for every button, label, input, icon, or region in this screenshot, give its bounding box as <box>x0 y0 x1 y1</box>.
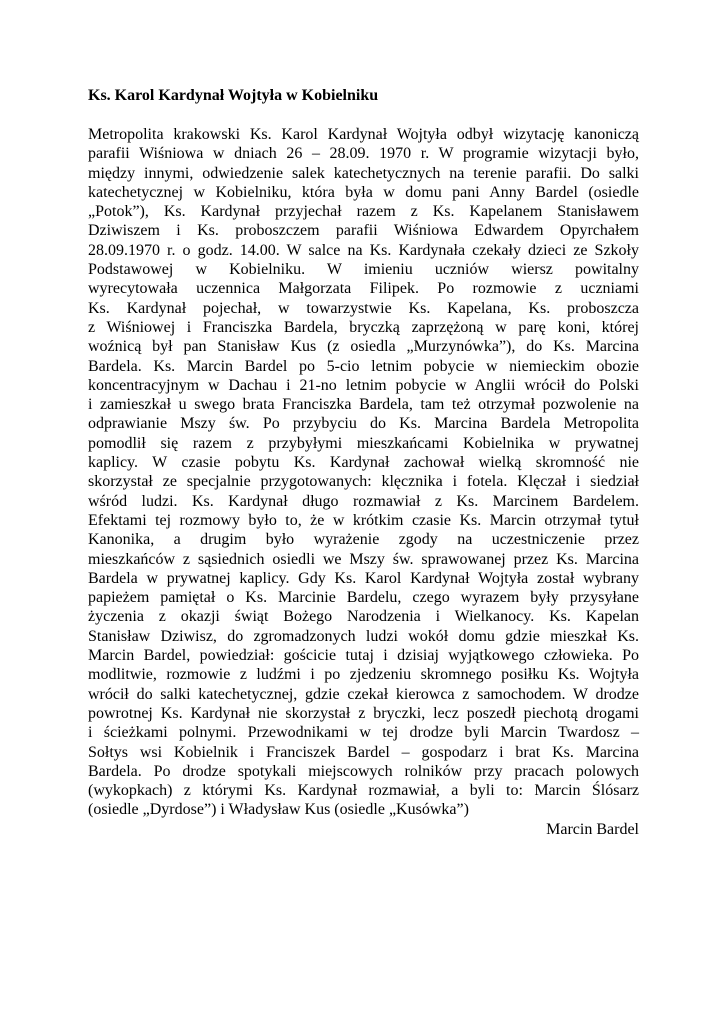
body-line: „Potok”), Ks. Kardynał przyjechał razem z Ks. Kapelanem Stanisławem <box>88 203 639 221</box>
body-line: Podstawowej w Kobielniku. W imieniu uczniów wiersz powitalny <box>88 261 639 279</box>
body-line: Bardela. Ks. Marcin Bardel po 5-cio letnim pobycie w niemieckim obozie <box>88 357 639 375</box>
document-page <box>88 86 639 839</box>
body-line: i zamieszkał u swego brata Franciszka Bardela, tam też otrzymał pozwolenie na <box>88 396 639 414</box>
body-line: Bardela w prywatnej kaplicy. Gdy Ks. Karol Kardynał Wojtyła został wybrany <box>88 569 639 587</box>
body-line: powrotnej Ks. Kardynał nie skorzystał z bryczki, lecz poszedł piechotą drogami <box>88 704 639 722</box>
body-line: skorzystał ze specjalnie przygotowanych: klęcznika i fotela. Klęczał i siedział <box>88 473 639 491</box>
body-line: mieszkańców z sąsiednich osiedli we Mszy św. sprawowanej przez Ks. Marcina <box>88 550 639 568</box>
body-line: wrócił do salki katechetycznej, gdzie czekał kierowca z samochodem. W drodze <box>88 685 639 703</box>
body-line: Kanonika, a drugim było wyrażenie zgody na uczestniczenie przez <box>88 531 639 549</box>
body-line: między innymi, odwiedzenie salek katechetycznych na terenie parafii. Do salki <box>88 164 639 182</box>
body-line: 28.09.1970 r. o godz. 14.00. W salce na Ks. Kardynała czekały dzieci ze Szkoły <box>88 241 639 259</box>
body-line: odprawianie Mszy św. Po przybyciu do Ks. Marcina Bardela Metropolita <box>88 415 639 433</box>
body-line: kaplicy. W czasie pobytu Ks. Kardynał zachował wielką skromność nie <box>88 454 639 472</box>
body-line: Marcin Bardel, powiedział: gościcie tutaj i dzisiaj wyjątkowego człowieka. Po <box>88 647 639 665</box>
body-line: katechetycznej w Kobielniku, która była w domu pani Anny Bardel (osiedle <box>88 183 639 201</box>
body-line: (osiedle „Dyrdose”) i Władysław Kus (osiedle „Kusówka”) <box>88 801 469 819</box>
body-line: wyrecytowała uczennica Małgorzata Filipek. Po rozmowie z uczniami <box>88 280 639 298</box>
body-line: papieżem pamiętał o Ks. Marcinie Bardelu, czego wyrazem były przysyłane <box>88 589 639 607</box>
body-line: życzenia z okazji świąt Bożego Narodzenia i Wielkanocy. Ks. Kapelan <box>88 608 639 626</box>
body-line: Sołtys wsi Kobielnik i Franciszek Bardel – gospodarz i brat Ks. Marcina <box>88 743 639 761</box>
body-line: parafii Wiśniowa w dniach 26 – 28.09. 1970 r. W programie wizytacji było, <box>88 145 639 163</box>
document-title: Ks. Karol Kardynał Wojtyła w Kobielniku <box>88 87 379 104</box>
body-line: modlitwie, rozmowie z ludźmi i po zjedzeniu skromnego posiłku Ks. Wojtyła <box>88 666 639 684</box>
body-line: Metropolita krakowski Ks. Karol Kardynał Wojtyła odbył wizytację kanoniczą <box>88 126 639 143</box>
body-line: Dziwiszem i Ks. proboszczem parafii Wiśniowa Edwardem Opyrchałem <box>88 222 639 240</box>
body-line: z Wiśniowej i Franciszka Bardela, bryczką zaprzężoną w parę koni, której <box>88 318 639 336</box>
body-line: (wykopkach) z którymi Ks. Kardynał rozmawiał, a byli to: Marcin Ślósarz <box>88 782 639 800</box>
document-body <box>88 125 639 820</box>
body-line: i ścieżkami polnymi. Przewodnikami w tej drodze byli Marcin Twardosz – <box>88 724 639 742</box>
body-line: Ks. Kardynał pojechał, w towarzystwie Ks. Kapelana, Ks. proboszcza <box>88 299 639 317</box>
body-line: Bardela. Po drodze spotykali miejscowych rolników przy pracach polowych <box>88 762 639 780</box>
body-line: wśród ludzi. Ks. Kardynał długo rozmawiał z Ks. Marcinem Bardelem. <box>88 492 639 510</box>
body-line: woźnicą był pan Stanisław Kus (z osiedla „Murzynówka”), do Ks. Marcina <box>88 338 639 356</box>
body-line: koncentracyjnym w Dachau i 21-no letnim pobycie w Anglii wrócił do Polski <box>88 376 639 394</box>
body-line: pomodlił się razem z przybyłymi mieszkańcami Kobielnika w prywatnej <box>88 434 639 452</box>
body-line: Stanisław Dziwisz, do zgromadzonych ludzi wokół domu gdzie mieszkał Ks. <box>88 627 639 645</box>
body-line: Efektami tej rozmowy było to, że w krótkim czasie Ks. Marcin otrzymał tytuł <box>88 511 639 529</box>
author-signature: Marcin Bardel <box>546 820 639 838</box>
